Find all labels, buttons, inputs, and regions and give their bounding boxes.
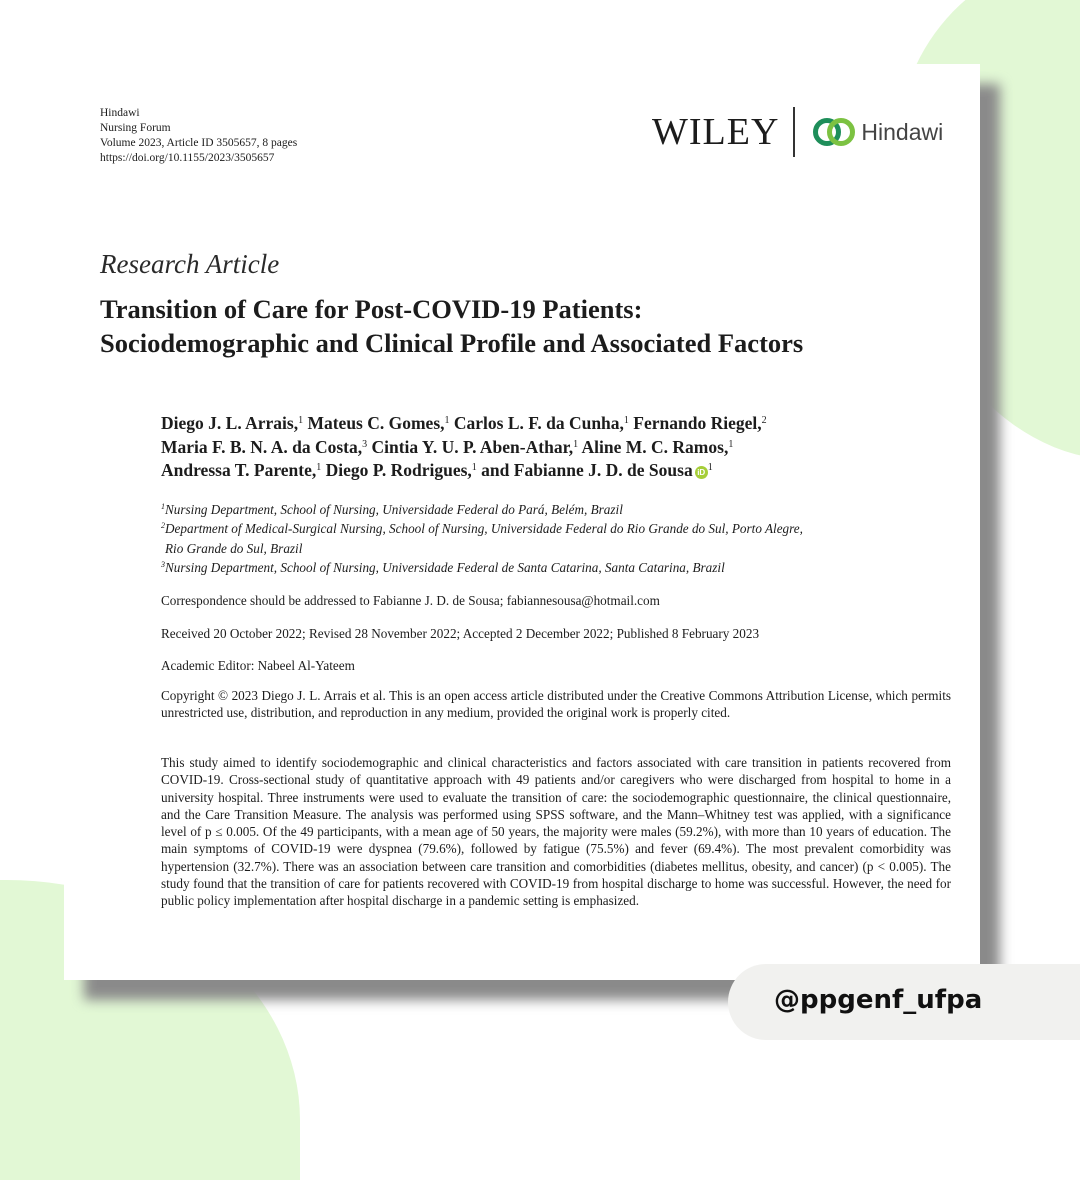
author-affiliation-mark: 1 [573, 438, 579, 450]
author-name: Mateus C. Gomes, [307, 413, 445, 433]
hindawi-logo-text: Hindawi [861, 118, 944, 145]
author-affiliation-mark: 1 [316, 462, 322, 473]
academic-editor: Academic Editor: Nabeel Al-Yateem [161, 658, 355, 673]
journal-name: Nursing Forum [100, 122, 171, 134]
affiliation-text: Nursing Department, School of Nursing, Universidade Federal de Santa Catarina, Santa Catarina, Brazil [165, 559, 725, 575]
affiliations [161, 500, 951, 577]
author-name: and Fabianne J. D. de Sousa [481, 460, 693, 480]
author-affiliation-mark: 1 [728, 438, 734, 450]
social-handle[interactable]: @ppgenf_ufpa [774, 985, 983, 1015]
publisher-name: Hindawi [100, 107, 140, 119]
wiley-logo: WILEY [652, 111, 780, 153]
abstract: This study aimed to identify sociodemographic and clinical characteristics and factors associated with care transition in patients recovered from COVID-19. Cross-sectional study of quantitative approach with 49 patients and/or caregivers who were discharged from hospital to home in a university hospital. Three instruments were used to evaluate the transition of care: the sociodemographic questionnaire, the clinical questionnaire, and the Care Transition Measure. The analysis was performed using SPSS software, and the Mann–Whitney test was applied, with a significance level of p ≤ 0.005. Of the 49 participants, with a mean age of 50 years, the majority were males (59.2%), with more than 10 years of education. The main symptoms of COVID-19 were dyspnea (79.6%), followed by fatigue (75.5%) and fever (69.4%). The most prevalent comorbidity was hypertension (32.7%). There was an association between care transition and comorbidities (diabetes mellitus, obesity, and cancer) (p < 0.005). The study found that the transition of care for patients recovered with COVID-19 from hospital discharge to home was successful. However, the need for public policy implementation after hospital discharge in a pandemic setting is emphasized. [161, 755, 951, 909]
copyright-notice: Copyright © 2023 Diego J. L. Arrais et al. This is an open access article distributed under the Creative Commons Attribution License, which permits unrestricted use, distribution, and reproduction in any medium, provided the original work is properly cited. [161, 688, 951, 721]
affiliation-1 [161, 500, 951, 519]
journal-volume: Volume 2023, Article ID 3505657, 8 pages [100, 137, 298, 149]
author-affiliation-mark: 3 [362, 438, 368, 450]
author-line-3 [161, 459, 961, 483]
author-name: Diego J. L. Arrais, [161, 413, 299, 433]
affiliation-number: 1 [161, 502, 165, 511]
affiliation-2 [161, 519, 951, 538]
author-affiliation-mark: 1 [471, 462, 477, 473]
correspondence: Correspondence should be addressed to Fabianne J. D. de Sousa; fabiannesousa@hotmail.com [161, 593, 660, 608]
social-handle-badge [728, 964, 1080, 1040]
author-name: Aline M. C. Ramos, [581, 436, 729, 457]
affiliation-2-continued: Rio Grande do Sul, Brazil [165, 540, 303, 556]
journal-info [100, 106, 297, 166]
author-line-1 [161, 412, 961, 436]
author-line-2 [161, 436, 961, 460]
affiliation-text: Department of Medical-Surgical Nursing, School of Nursing, Universidade Federal do Rio Grande do Sul, Porto Alegre, [165, 521, 803, 537]
title-line-2: Sociodemographic and Clinical Profile and Associated Factors [100, 328, 804, 358]
author-name: Maria F. B. N. A. da Costa, [161, 436, 363, 457]
author-affiliation-mark: 1 [444, 415, 450, 426]
paper-page [64, 64, 980, 980]
publication-dates: Received 20 October 2022; Revised 28 November 2022; Accepted 2 December 2022; Published 8 February 2023 [161, 626, 760, 641]
affiliation-number: 2 [161, 521, 165, 531]
author-affiliation-mark: 2 [761, 415, 767, 426]
affiliation-text: Nursing Department, School of Nursing, Universidade Federal do Pará, Belém, Brazil [165, 502, 623, 517]
author-list [161, 412, 961, 483]
affiliation-3 [161, 558, 951, 577]
article-title [100, 292, 960, 360]
affiliation-number: 3 [161, 559, 165, 569]
publisher-logos [652, 104, 943, 160]
author-name: Cintia Y. U. P. Aben-Athar, [371, 436, 574, 457]
author-name: Fernando Riegel, [633, 413, 762, 433]
author-affiliation-mark: 1 [707, 462, 713, 473]
author-name: Diego P. Rodrigues, [325, 460, 472, 480]
title-line-1: Transition of Care for Post-COVID-19 Patients: [100, 294, 643, 324]
article-type: Research Article [100, 249, 280, 279]
author-affiliation-mark: 1 [298, 415, 304, 426]
author-name: Andressa T. Parente, [161, 460, 317, 480]
author-affiliation-mark: 1 [623, 415, 629, 426]
hindawi-logo-icon [811, 116, 857, 148]
orcid-icon[interactable]: iD [695, 466, 708, 479]
doi-link[interactable]: https://doi.org/10.1155/2023/3505657 [100, 152, 275, 164]
author-name: Carlos L. F. da Cunha, [453, 413, 624, 433]
logo-divider [793, 107, 795, 157]
